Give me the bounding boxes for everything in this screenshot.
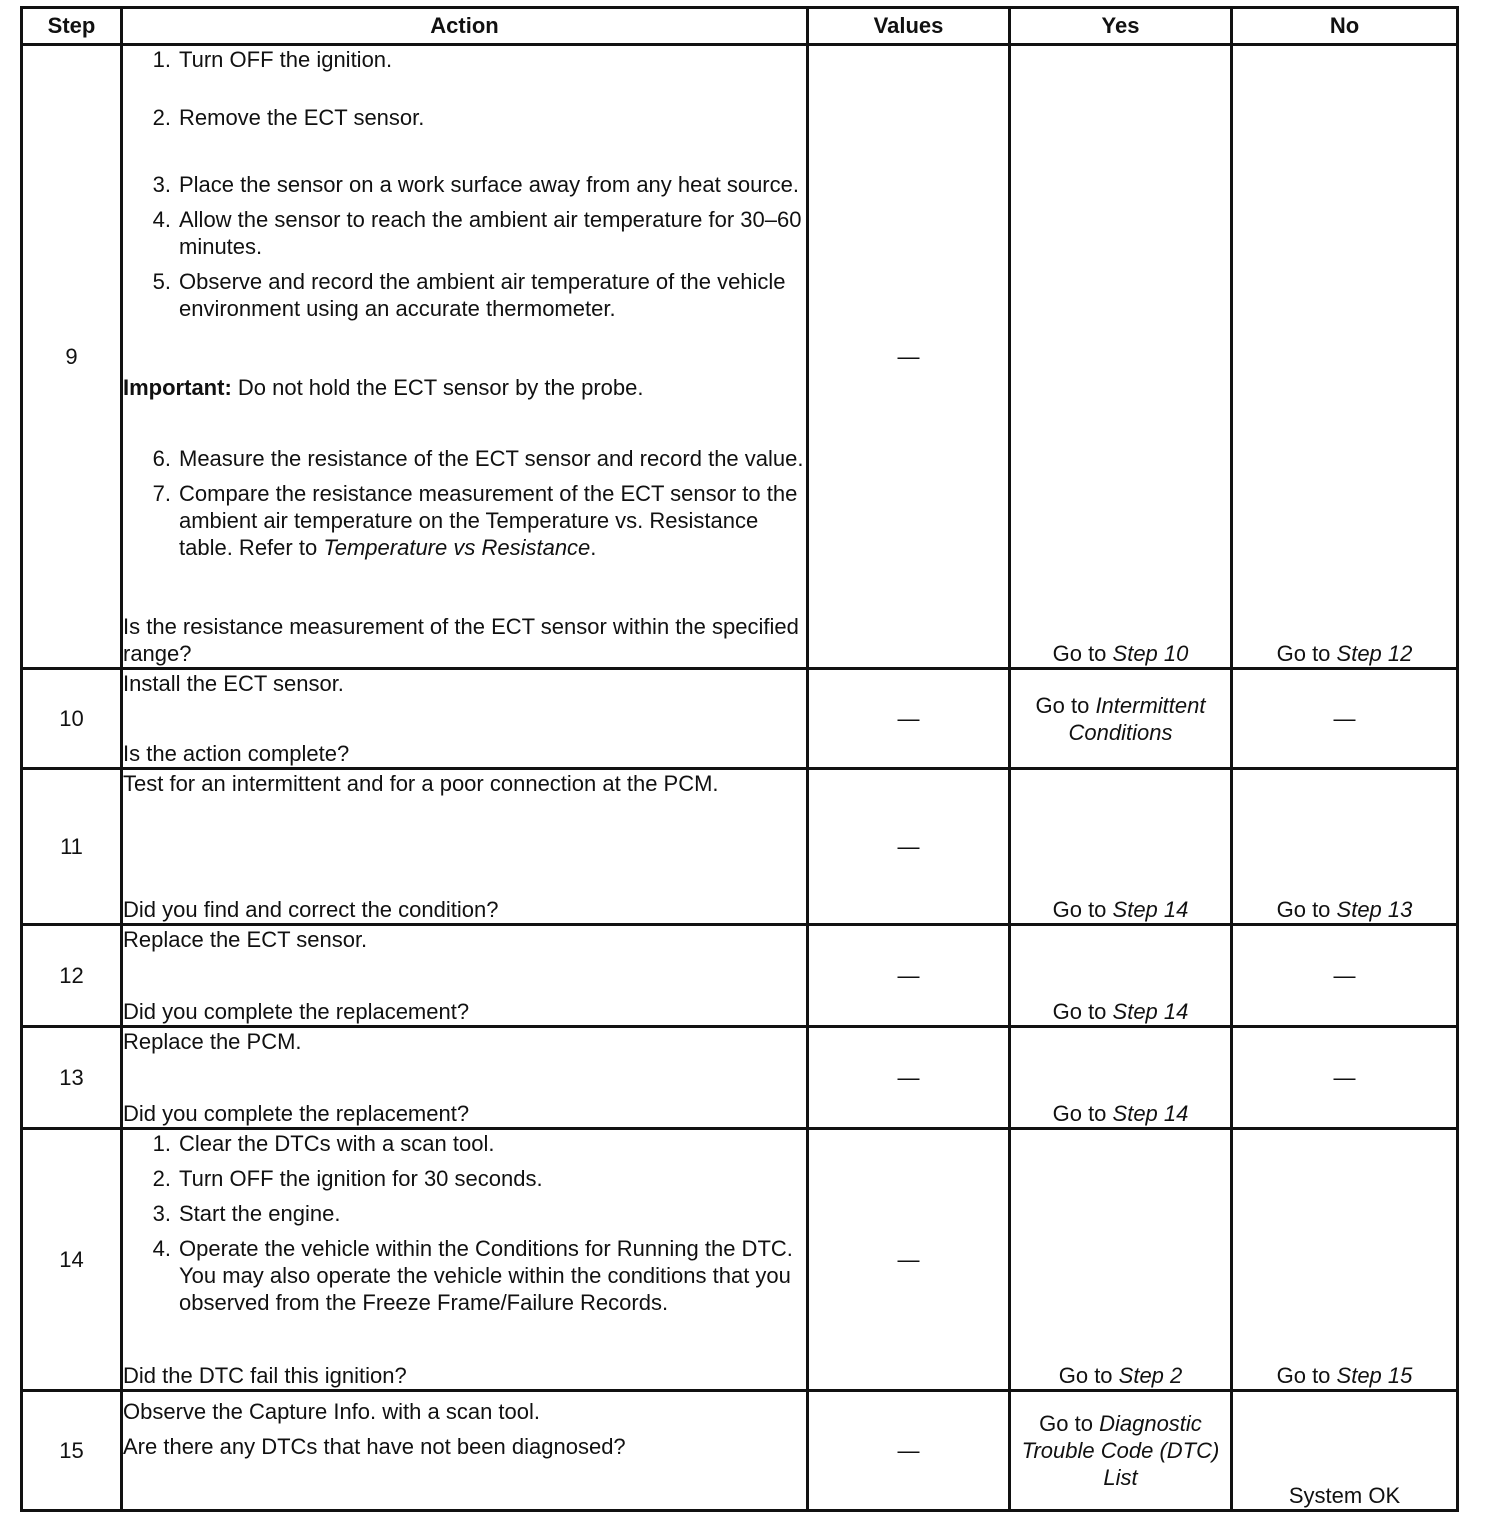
no-cell	[1232, 1391, 1458, 1511]
yes-link: Diagnostic Trouble Code (DTC) List	[1021, 1411, 1220, 1490]
no-cell: —	[1232, 669, 1458, 769]
diagnostic-table	[20, 6, 1459, 1512]
values-cell: —	[808, 1129, 1010, 1391]
no-cell: Go to Step 15	[1232, 1129, 1458, 1391]
step-number: 13	[22, 1027, 122, 1129]
no-link: Step 12	[1336, 641, 1413, 666]
yes-link: Step 2	[1118, 1363, 1183, 1388]
values-cell: —	[808, 925, 1010, 1027]
step-row-15	[22, 1391, 1458, 1511]
step-number: 9	[22, 45, 122, 669]
no-cell: Go to Step 13	[1232, 769, 1458, 925]
action-list	[123, 46, 806, 330]
step-row-9	[22, 45, 1458, 669]
yes-cell: Go to Step 14	[1010, 925, 1232, 1027]
action-list	[123, 1130, 806, 1316]
no-cell: —	[1232, 925, 1458, 1027]
step-row-11	[22, 769, 1458, 925]
step-number: 10	[22, 669, 122, 769]
yes-cell: Go to Diagnostic Trouble Code (DTC) List	[1010, 1391, 1232, 1511]
values-cell: —	[808, 1391, 1010, 1511]
no-link: Step 15	[1336, 1363, 1413, 1388]
step-row-12	[22, 925, 1458, 1027]
action-step: 5 . Observe and record the ambient air temperature of the vehicle environment using an accurate thermometer.	[123, 268, 806, 322]
action-cell	[122, 1391, 808, 1511]
header-step: Step	[22, 8, 122, 45]
action-question: Did the DTC fail this ignition?	[123, 1363, 407, 1388]
action-text: Replace the ECT sensor.	[123, 927, 368, 952]
action-step: 3 . Place the sensor on a work surface away from any heat source.	[123, 171, 806, 198]
action-question: Are there any DTCs that have not been diagnosed?	[123, 1434, 626, 1459]
action-step: 7 . Compare the resistance measurement of the ECT sensor to the ambient air temperature on the Temperature vs. Resistance table. Refer to Temperature vs Resistance.	[123, 480, 806, 561]
header-values: Values	[808, 8, 1010, 45]
header-yes: Yes	[1010, 8, 1232, 45]
step-row-13	[22, 1027, 1458, 1129]
action-cell	[122, 1129, 808, 1391]
action-cell	[122, 45, 808, 669]
action-step: 1 . Clear the DTCs with a scan tool.	[123, 1130, 806, 1157]
action-question: Did you find and correct the condition?	[123, 897, 499, 922]
no-link: Step 13	[1336, 897, 1413, 922]
values-cell: —	[808, 45, 1010, 669]
action-text: Test for an intermittent and for a poor connection at the PCM.	[123, 771, 719, 796]
action-question: Is the resistance measurement of the ECT sensor within the specified range?	[123, 614, 799, 666]
values-cell: —	[808, 669, 1010, 769]
values-cell: —	[808, 769, 1010, 925]
action-cell	[122, 1027, 808, 1129]
action-step: 2 . Remove the ECT sensor.	[123, 104, 806, 131]
action-step: 4 . Operate the vehicle within the Conditions for Running the DTC. You may also operate the vehicle within the conditions that you observed from the Freeze Frame/Failure Records.	[123, 1235, 806, 1316]
action-text: Observe the Capture Info. with a scan tool.	[123, 1399, 541, 1424]
step-number: 15	[22, 1391, 122, 1511]
yes-cell: Go to Step 14	[1010, 1027, 1232, 1129]
action-cell	[122, 925, 808, 1027]
yes-link: Step 10	[1112, 641, 1189, 666]
header-action: Action	[122, 8, 808, 45]
values-cell: —	[808, 1027, 1010, 1129]
action-text: Install the ECT sensor.	[123, 671, 344, 696]
header-row	[22, 8, 1458, 45]
yes-link: Step 14	[1112, 897, 1189, 922]
yes-link: Step 14	[1112, 1101, 1189, 1126]
action-question: Did you complete the replacement?	[123, 999, 470, 1024]
action-question: Is the action complete?	[123, 741, 350, 766]
system-ok-text: System OK	[1288, 1483, 1401, 1508]
important-note: Important: Do not hold the ECT sensor by the probe.	[123, 375, 644, 400]
step-number: 12	[22, 925, 122, 1027]
action-cell	[122, 669, 808, 769]
step-number: 14	[22, 1129, 122, 1391]
yes-link: Step 14	[1112, 999, 1189, 1024]
action-step: 4 . Allow the sensor to reach the ambient air temperature for 30–60 minutes.	[123, 206, 806, 260]
action-list	[123, 445, 806, 569]
step-row-10	[22, 669, 1458, 769]
yes-cell: Go to Step 10	[1010, 45, 1232, 669]
action-step: 3 . Start the engine.	[123, 1200, 806, 1227]
no-cell: Go to Step 12	[1232, 45, 1458, 669]
action-step: 2 . Turn OFF the ignition for 30 seconds.	[123, 1165, 806, 1192]
action-step: 6 . Measure the resistance of the ECT sensor and record the value.	[123, 445, 806, 472]
action-step: 1 . Turn OFF the ignition.	[123, 46, 806, 73]
yes-link: Intermittent Conditions	[1068, 692, 1206, 745]
action-question: Did you complete the replacement?	[123, 1101, 470, 1126]
yes-cell: Go to Intermittent Conditions	[1010, 669, 1232, 769]
action-cell	[122, 769, 808, 925]
yes-cell: Go to Step 14	[1010, 769, 1232, 925]
action-text: Replace the PCM.	[123, 1029, 302, 1054]
step-number: 11	[22, 769, 122, 925]
step-row-14	[22, 1129, 1458, 1391]
yes-cell: Go to Step 2	[1010, 1129, 1232, 1391]
header-no: No	[1232, 8, 1458, 45]
no-cell: —	[1232, 1027, 1458, 1129]
